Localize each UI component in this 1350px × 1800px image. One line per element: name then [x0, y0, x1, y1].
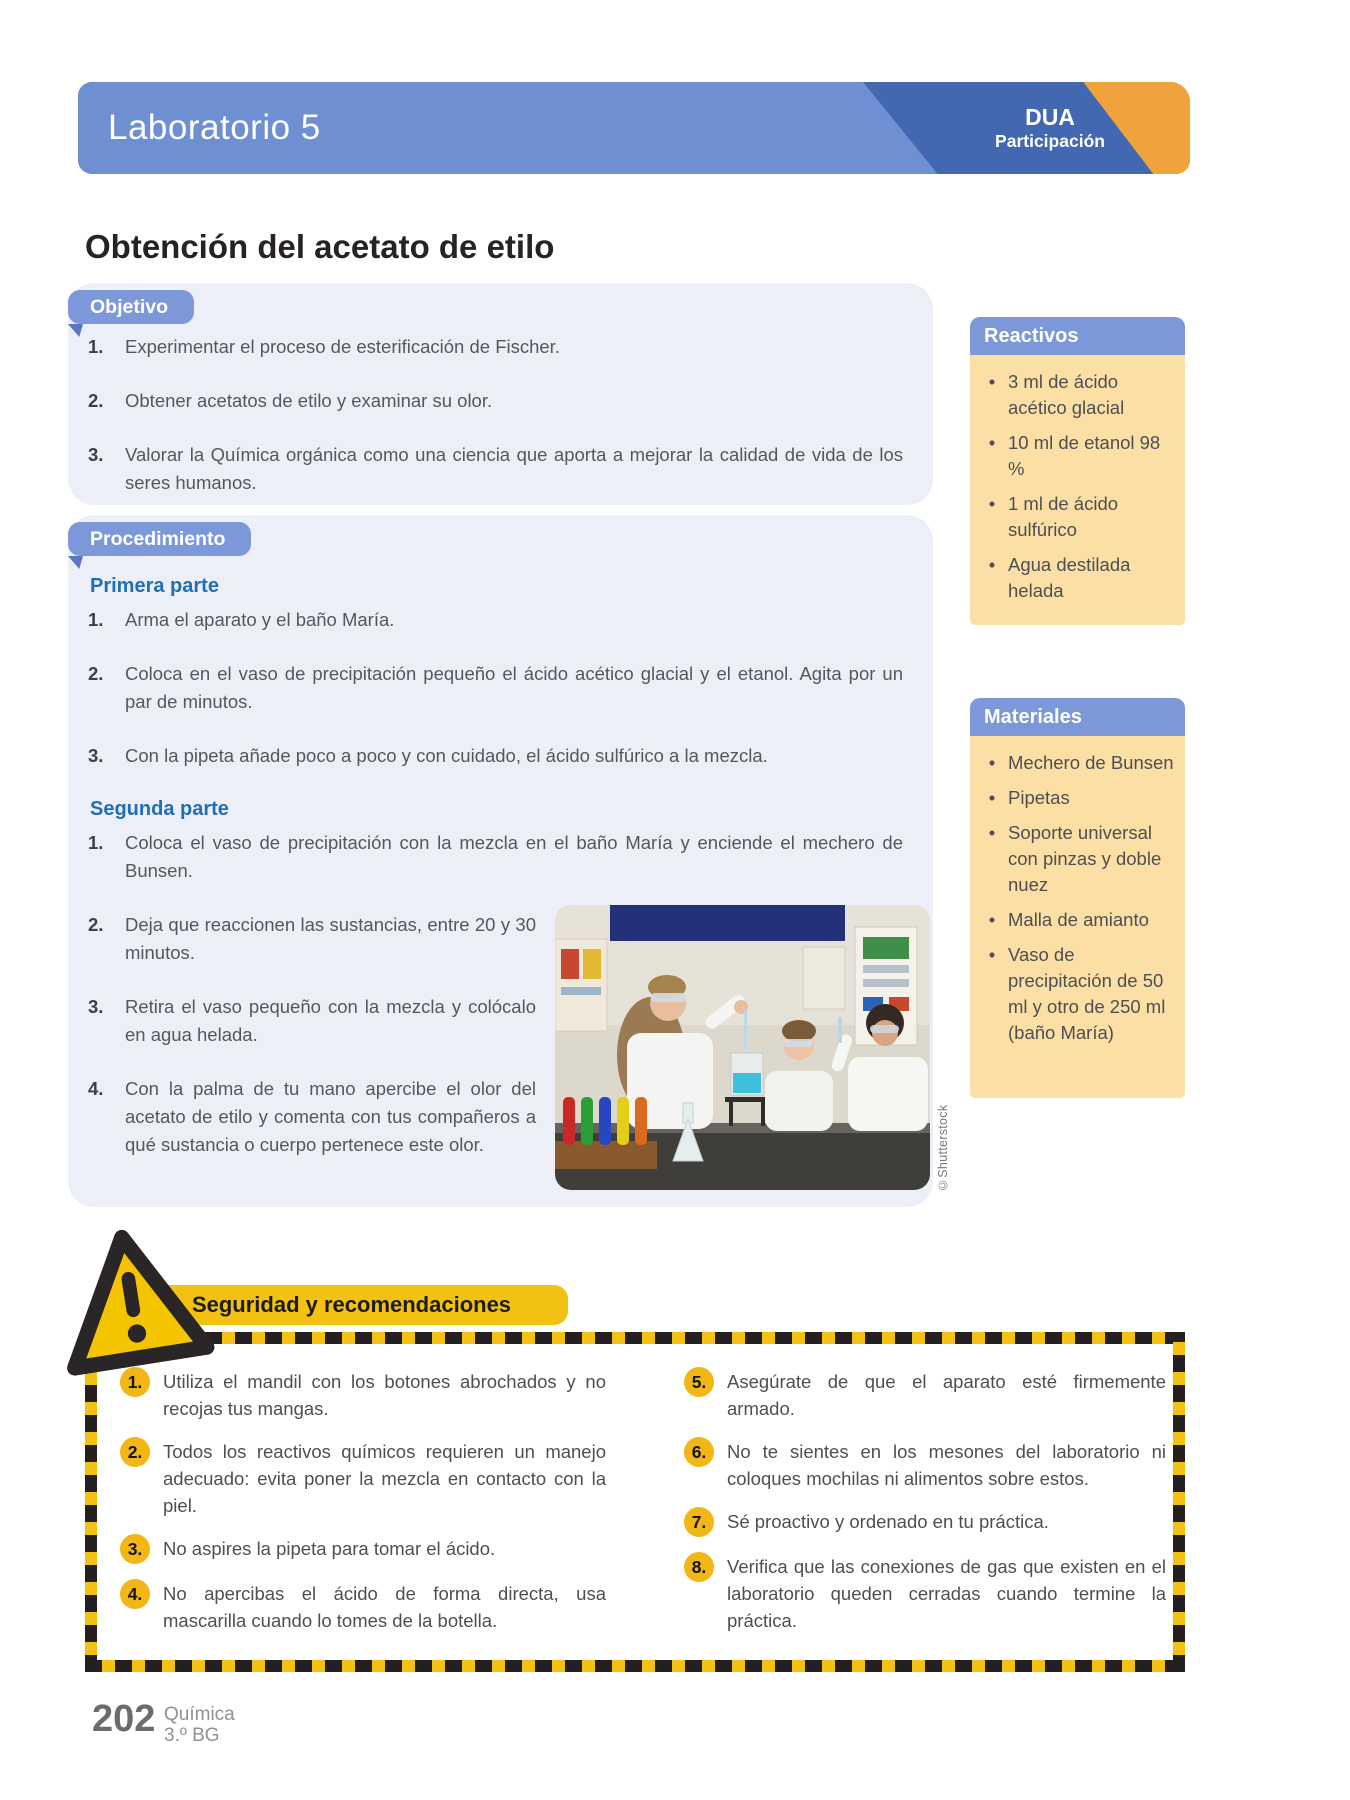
safety-item-text: Sé proactivo y ordenado en tu práctica. — [727, 1511, 1049, 1532]
item-number: 2. — [88, 663, 104, 684]
material-text: Mechero de Bunsen — [1008, 752, 1174, 773]
objetivo-item — [88, 387, 903, 415]
safety-item-text: No apercibas el ácido de forma directa, usa mascarilla cuando lo tomes de la botella. — [163, 1583, 606, 1631]
safety-item-number: 1. — [120, 1367, 150, 1397]
material-text: Vaso de precipitación de 50 ml y otro de 250 ml (baño María) — [1008, 944, 1166, 1043]
material-text: Pipetas — [1008, 787, 1070, 808]
material-item — [976, 942, 1177, 1046]
materiales-list — [970, 736, 1185, 1098]
safety-item — [684, 1508, 1166, 1537]
item-text: Coloca en el vaso de precipitación pequeño el ácido acético glacial y el etanol. Agita por un par de minutos. — [125, 663, 903, 712]
item-text: Deja que reaccionen las sustancias, entre 20 y 30 minutos. — [125, 914, 536, 963]
safety-item-text: Asegúrate de que el aparato esté firmemente armado. — [727, 1371, 1166, 1419]
procedimiento-item — [88, 742, 903, 770]
item-text: Obtener acetatos de etilo y examinar su olor. — [125, 390, 493, 411]
reactivos-box — [970, 317, 1185, 625]
photo-credit: ©Shutterstock — [936, 1104, 950, 1192]
safety-item-text: Utiliza el mandil con los botones abrochados y no recojas tus mangas. — [163, 1371, 606, 1419]
material-item — [976, 785, 1177, 811]
procedimiento-item — [88, 829, 903, 885]
bullet-marker — [976, 430, 1008, 482]
safety-item — [120, 1535, 606, 1564]
item-text: Arma el aparato y el baño María. — [125, 609, 395, 630]
safety-border-right — [1173, 1332, 1185, 1672]
item-text: Valorar la Química orgánica como una ciencia que aporta a mejorar la calidad de vida de los seres humanos. — [125, 444, 903, 493]
item-number: 3. — [88, 996, 104, 1017]
item-text: Experimentar el proceso de esterificación de Fischer. — [125, 336, 560, 357]
bullet-marker — [976, 942, 1008, 1046]
reactivo-text: 3 ml de ácido acético glacial — [1008, 371, 1125, 418]
safety-item-number: 6. — [684, 1437, 714, 1467]
safety-item-number: 8. — [684, 1552, 714, 1582]
reactivo-text: 10 ml de etanol 98 % — [1008, 432, 1161, 479]
footer-subject: Química — [164, 1704, 235, 1725]
material-text: Malla de amianto — [1008, 909, 1149, 930]
safety-item-number: 7. — [684, 1507, 714, 1537]
footer-grade: 3.º BG — [164, 1725, 220, 1746]
item-number: 4. — [88, 1078, 104, 1099]
item-number: 2. — [88, 390, 104, 411]
safety-item — [120, 1580, 606, 1634]
safety-item-number: 4. — [120, 1579, 150, 1609]
materiales-box — [970, 698, 1185, 1098]
segunda-parte-heading: Segunda parte — [90, 798, 229, 820]
safety-item — [684, 1438, 1166, 1492]
warning-triangle-icon — [45, 1215, 219, 1389]
item-text: Retira el vaso pequeño con la mezcla y colócalo en agua helada. — [125, 996, 536, 1045]
lab-number-label: Laboratorio 5 — [108, 108, 321, 147]
reactivo-item — [976, 552, 1177, 604]
bullet-marker — [976, 491, 1008, 543]
reactivo-text: 1 ml de ácido sulfúrico — [1008, 493, 1119, 540]
procedimiento-item — [88, 911, 536, 967]
item-number: 3. — [88, 444, 104, 465]
safety-item-text: No aspires la pipeta para tomar el ácido. — [163, 1538, 496, 1559]
page-number: 202 — [92, 1698, 156, 1740]
page-footer-label — [164, 1704, 235, 1746]
safety-item-text: Todos los reactivos químicos requieren un manejo adecuado: evita poner la mezcla en contacto con la piel. — [163, 1441, 606, 1516]
objetivo-item — [88, 441, 903, 497]
dua-badge-line2: Participación — [995, 131, 1105, 152]
safety-item-text: No te sientes en los mesones del laboratorio ni coloques mochilas ni alimentos sobre estos. — [727, 1441, 1166, 1489]
safety-item-number: 2. — [120, 1437, 150, 1467]
procedimiento-item — [88, 660, 903, 716]
objetivo-panel — [68, 283, 933, 505]
safety-border-top — [85, 1332, 1185, 1344]
objetivo-tab: Objetivo — [68, 290, 194, 324]
reactivo-item — [976, 491, 1177, 543]
item-text: Con la palma de tu mano apercibe el olor del acetato de etilo y comenta con tus compañeros a qué sustancia o cuerpo pertenece este olor. — [125, 1078, 536, 1155]
objetivo-item — [88, 333, 903, 361]
item-number: 1. — [88, 609, 104, 630]
procedimiento-item — [88, 606, 903, 634]
bullet-marker — [976, 820, 1008, 898]
safety-item-number: 3. — [120, 1534, 150, 1564]
lab-header-banner — [78, 82, 1190, 174]
bullet-marker — [976, 907, 1008, 933]
safety-item — [120, 1368, 606, 1422]
reactivo-text: Agua destilada helada — [1008, 554, 1131, 601]
page-title: Obtención del acetato de etilo — [85, 228, 555, 266]
safety-item — [120, 1438, 606, 1519]
lab-photo-illustration — [555, 905, 930, 1190]
lab-photo — [555, 905, 930, 1190]
item-number: 1. — [88, 336, 104, 357]
dua-badge — [940, 104, 1160, 152]
item-number: 3. — [88, 745, 104, 766]
item-number: 1. — [88, 832, 104, 853]
safety-item-text: Verifica que las conexiones de gas que existen en el laboratorio queden cerradas cuando termine la práctica. — [727, 1556, 1166, 1631]
safety-column-right — [684, 1368, 1166, 1650]
reactivo-item — [976, 430, 1177, 482]
reactivos-list — [970, 355, 1185, 625]
reactivos-title: Reactivos — [970, 317, 1185, 355]
bullet-marker — [976, 369, 1008, 421]
safety-items — [120, 1368, 1166, 1650]
bullet-marker — [976, 552, 1008, 604]
item-text: Coloca el vaso de precipitación con la mezcla en el baño María y enciende el mechero de Bunsen. — [125, 832, 903, 881]
safety-item-number: 5. — [684, 1367, 714, 1397]
material-item — [976, 907, 1177, 933]
safety-item — [684, 1553, 1166, 1634]
material-text: Soporte universal con pinzas y doble nuez — [1008, 822, 1162, 895]
materiales-title: Materiales — [970, 698, 1185, 736]
item-number: 2. — [88, 914, 104, 935]
material-item — [976, 750, 1177, 776]
bullet-marker — [976, 750, 1008, 776]
safety-border-bottom — [85, 1660, 1185, 1672]
primera-parte-heading: Primera parte — [90, 575, 219, 597]
safety-title: Seguridad y recomendaciones — [135, 1285, 568, 1325]
objetivo-body — [68, 283, 933, 497]
procedimiento-item — [88, 1075, 536, 1159]
item-text: Con la pipeta añade poco a poco y con cuidado, el ácido sulfúrico a la mezcla. — [125, 745, 768, 766]
procedimiento-panel — [68, 515, 933, 1207]
segunda-parte-column — [88, 911, 536, 1159]
safety-item — [684, 1368, 1166, 1422]
procedimiento-item — [88, 993, 536, 1049]
safety-column-left — [120, 1368, 606, 1650]
dua-badge-line1: DUA — [1025, 104, 1075, 130]
procedimiento-tab: Procedimiento — [68, 522, 251, 556]
bullet-marker — [976, 785, 1008, 811]
material-item — [976, 820, 1177, 898]
reactivo-item — [976, 369, 1177, 421]
